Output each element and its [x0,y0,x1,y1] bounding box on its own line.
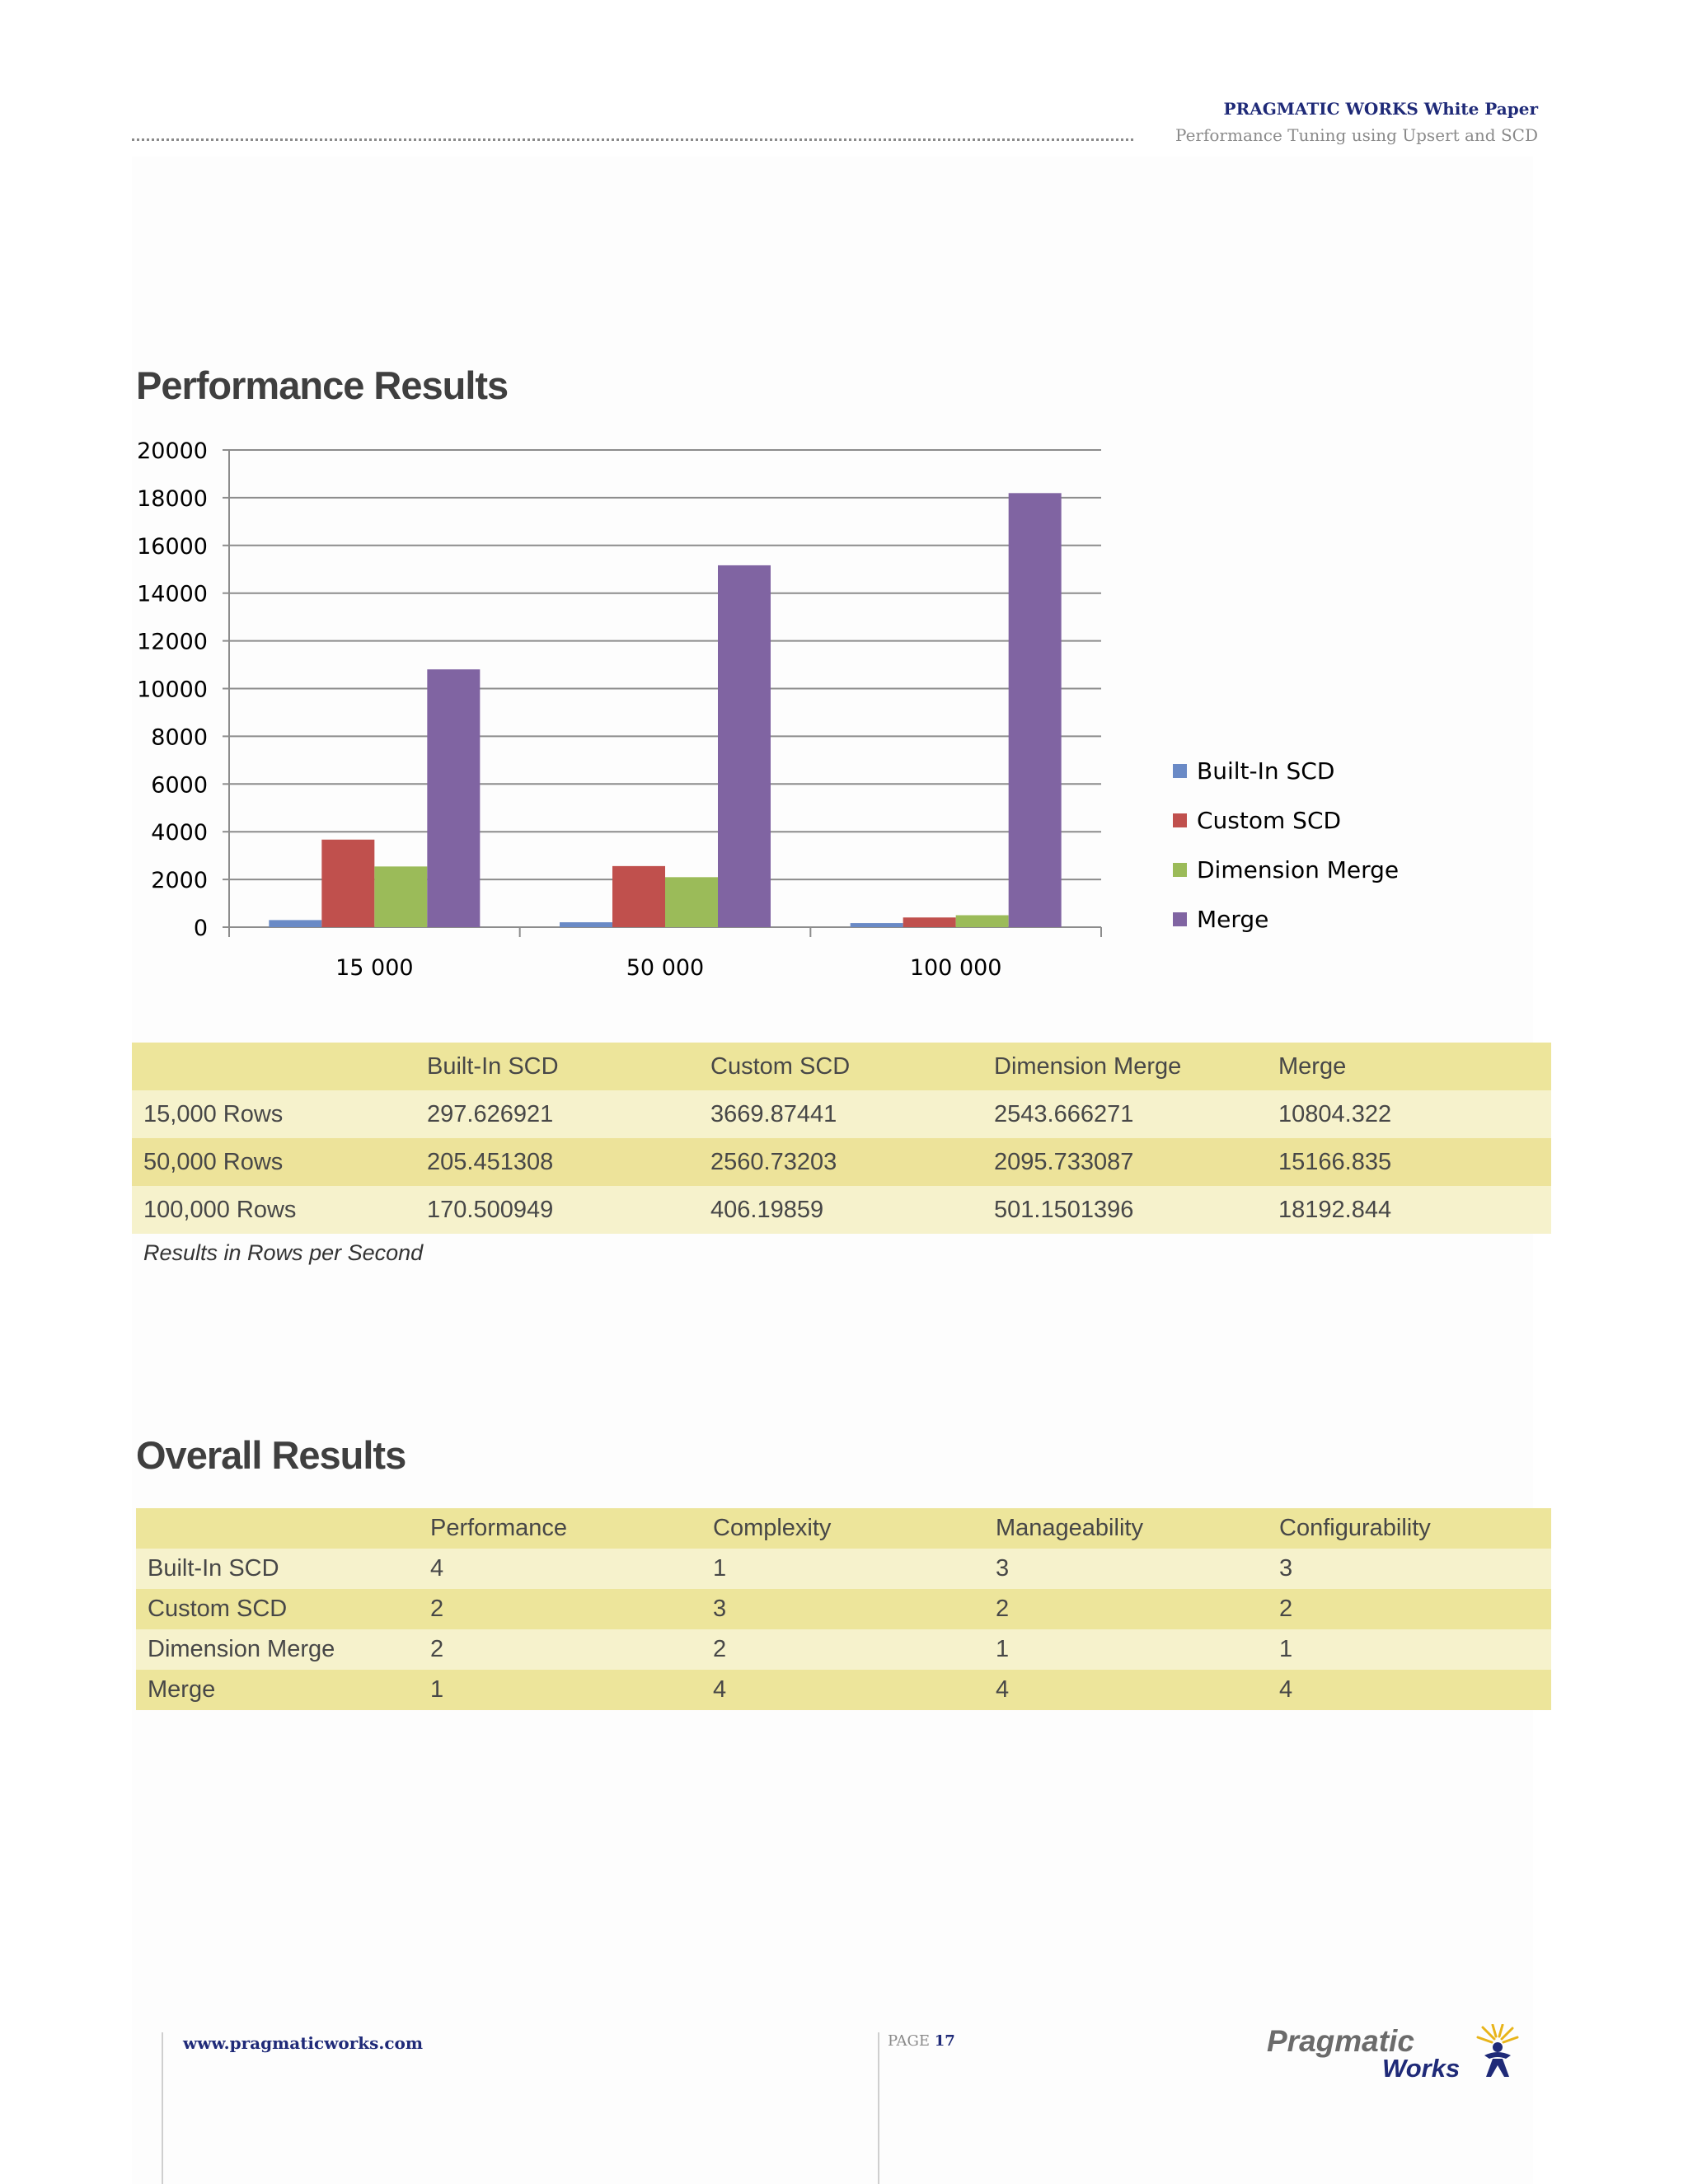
table-cell: 1 [713,1555,727,1582]
legend-label: Merge [1197,905,1269,933]
legend-label: Dimension Merge [1197,855,1400,883]
table-row [136,1670,1551,1710]
page-number-value: 17 [934,2032,955,2050]
table-cell: 1 [430,1676,444,1703]
y-tick-label: 18000 [137,485,208,512]
bar-merge-1 [718,565,771,927]
legend-label: Custom SCD [1197,806,1342,834]
legend-item [1173,746,1399,795]
overall-results-table [136,1508,1551,1710]
footer-divider-middle [878,2032,879,2184]
table-header-cell: Performance [430,1515,568,1541]
svg-text:Works: Works [1382,2054,1461,2082]
table-cell: 4 [430,1555,444,1582]
bar-custom-scd-1 [612,866,665,927]
y-tick-label: 6000 [151,772,208,799]
bar-built-in-scd-2 [851,923,903,927]
table-row [136,1589,1551,1629]
legend-item [1173,795,1399,845]
bar-dimension-merge-1 [665,877,718,927]
legend-swatch [1173,912,1187,926]
table-header-cell: Dimension Merge [994,1052,1182,1080]
header-dotted-rule [132,138,1133,141]
table-cell: 1 [1279,1636,1293,1662]
table-cell: 2560.73203 [710,1148,837,1175]
y-tick-label: 12000 [137,629,208,655]
table-cell: 2543.666271 [994,1100,1134,1127]
table-cell: 3 [713,1596,727,1622]
table-row [136,1549,1551,1589]
table-cell: 2 [430,1636,444,1662]
y-tick-label: 16000 [137,533,208,560]
table-cell: 4 [1279,1676,1293,1703]
y-tick-label: 0 [193,916,208,941]
y-tick-label: 2000 [151,868,208,894]
table-cell: 406.19859 [710,1196,824,1223]
bar-custom-scd-2 [903,917,956,927]
table-row [132,1138,1551,1186]
chart-legend [1173,746,1399,944]
bar-merge-0 [427,669,480,927]
bar-custom-scd-0 [321,840,374,927]
bar-built-in-scd-0 [269,920,321,927]
table-cell: 100,000 Rows [143,1196,297,1223]
table-header-cell: Custom SCD [710,1052,851,1080]
bar-dimension-merge-0 [374,866,427,927]
table-header-cell [136,1508,419,1549]
table-cell: 3 [996,1555,1010,1582]
table-cell: 2 [430,1596,444,1622]
table-cell: 4 [996,1676,1010,1703]
table-cell: 205.451308 [427,1148,554,1175]
y-tick-label: 8000 [151,724,208,751]
table-cell: 3669.87441 [710,1100,837,1127]
table-cell: 50,000 Rows [143,1148,284,1175]
overall-results-heading: Overall Results [136,1433,406,1477]
header-subtitle: Performance Tuning using Upsert and SCD [1175,125,1538,145]
footer-website-link[interactable]: www.pragmaticworks.com [183,2033,424,2053]
y-tick-label: 10000 [137,677,208,703]
table-cell: 2 [713,1636,727,1662]
pragmatic-works-logo [1265,2024,1521,2082]
table-header-row [132,1043,1551,1090]
table-header-cell: Built-In SCD [427,1052,559,1080]
footer-page-number [888,2032,955,2050]
table-cell: Custom SCD [148,1596,288,1622]
table-cell: 15,000 Rows [143,1100,284,1127]
table-header-cell [132,1043,415,1090]
table-cell: 15166.835 [1278,1148,1392,1175]
page-label: PAGE [888,2032,930,2050]
table-cell: 297.626921 [427,1100,554,1127]
table-row [132,1090,1551,1138]
table-cell: Dimension Merge [148,1636,335,1662]
table-cell: Merge [148,1676,216,1703]
table-cell: 2 [1279,1596,1293,1622]
table-cell: 2 [996,1596,1010,1622]
table-header-cell: Manageability [996,1515,1143,1541]
table-cell: 10804.322 [1278,1100,1392,1127]
results-unit-note: Results in Rows per Second [143,1240,424,1265]
legend-item [1173,845,1399,894]
svg-text:Pragmatic: Pragmatic [1267,2024,1414,2058]
table-header-cell: Merge [1278,1052,1347,1080]
legend-swatch [1173,813,1187,827]
table-cell: 170.500949 [427,1196,554,1223]
table-cell: 18192.844 [1278,1196,1392,1223]
legend-swatch [1173,764,1187,778]
table-row [136,1629,1551,1670]
table-cell: 501.1501396 [994,1196,1134,1223]
legend-label: Built-In SCD [1197,757,1335,785]
y-tick-label: 20000 [137,438,208,464]
x-tick-label: 100 000 [909,955,1002,981]
table-cell: 2095.733087 [994,1148,1134,1175]
performance-results-heading: Performance Results [136,363,509,407]
table-header-cell: Complexity [713,1515,832,1541]
bar-merge-2 [1009,493,1062,927]
table-cell: 4 [713,1676,727,1703]
table-header-cell: Configurability [1279,1515,1431,1541]
table-cell: 3 [1279,1555,1293,1582]
table-header-row [136,1508,1551,1549]
legend-item [1173,894,1399,944]
x-tick-label: 15 000 [335,955,414,981]
y-tick-label: 14000 [137,581,208,607]
bar-dimension-merge-2 [956,915,1009,927]
legend-swatch [1173,863,1187,877]
footer-divider-left [162,2032,163,2184]
table-row [132,1186,1551,1234]
bar-built-in-scd-1 [560,922,612,927]
table-cell: Built-In SCD [148,1555,279,1582]
performance-bar-chart [124,429,1154,997]
header-title: PRAGMATIC WORKS White Paper [1223,99,1538,119]
results-table [132,1043,1551,1234]
y-tick-label: 4000 [151,820,208,846]
table-cell: 1 [996,1636,1010,1662]
x-tick-label: 50 000 [626,955,705,981]
